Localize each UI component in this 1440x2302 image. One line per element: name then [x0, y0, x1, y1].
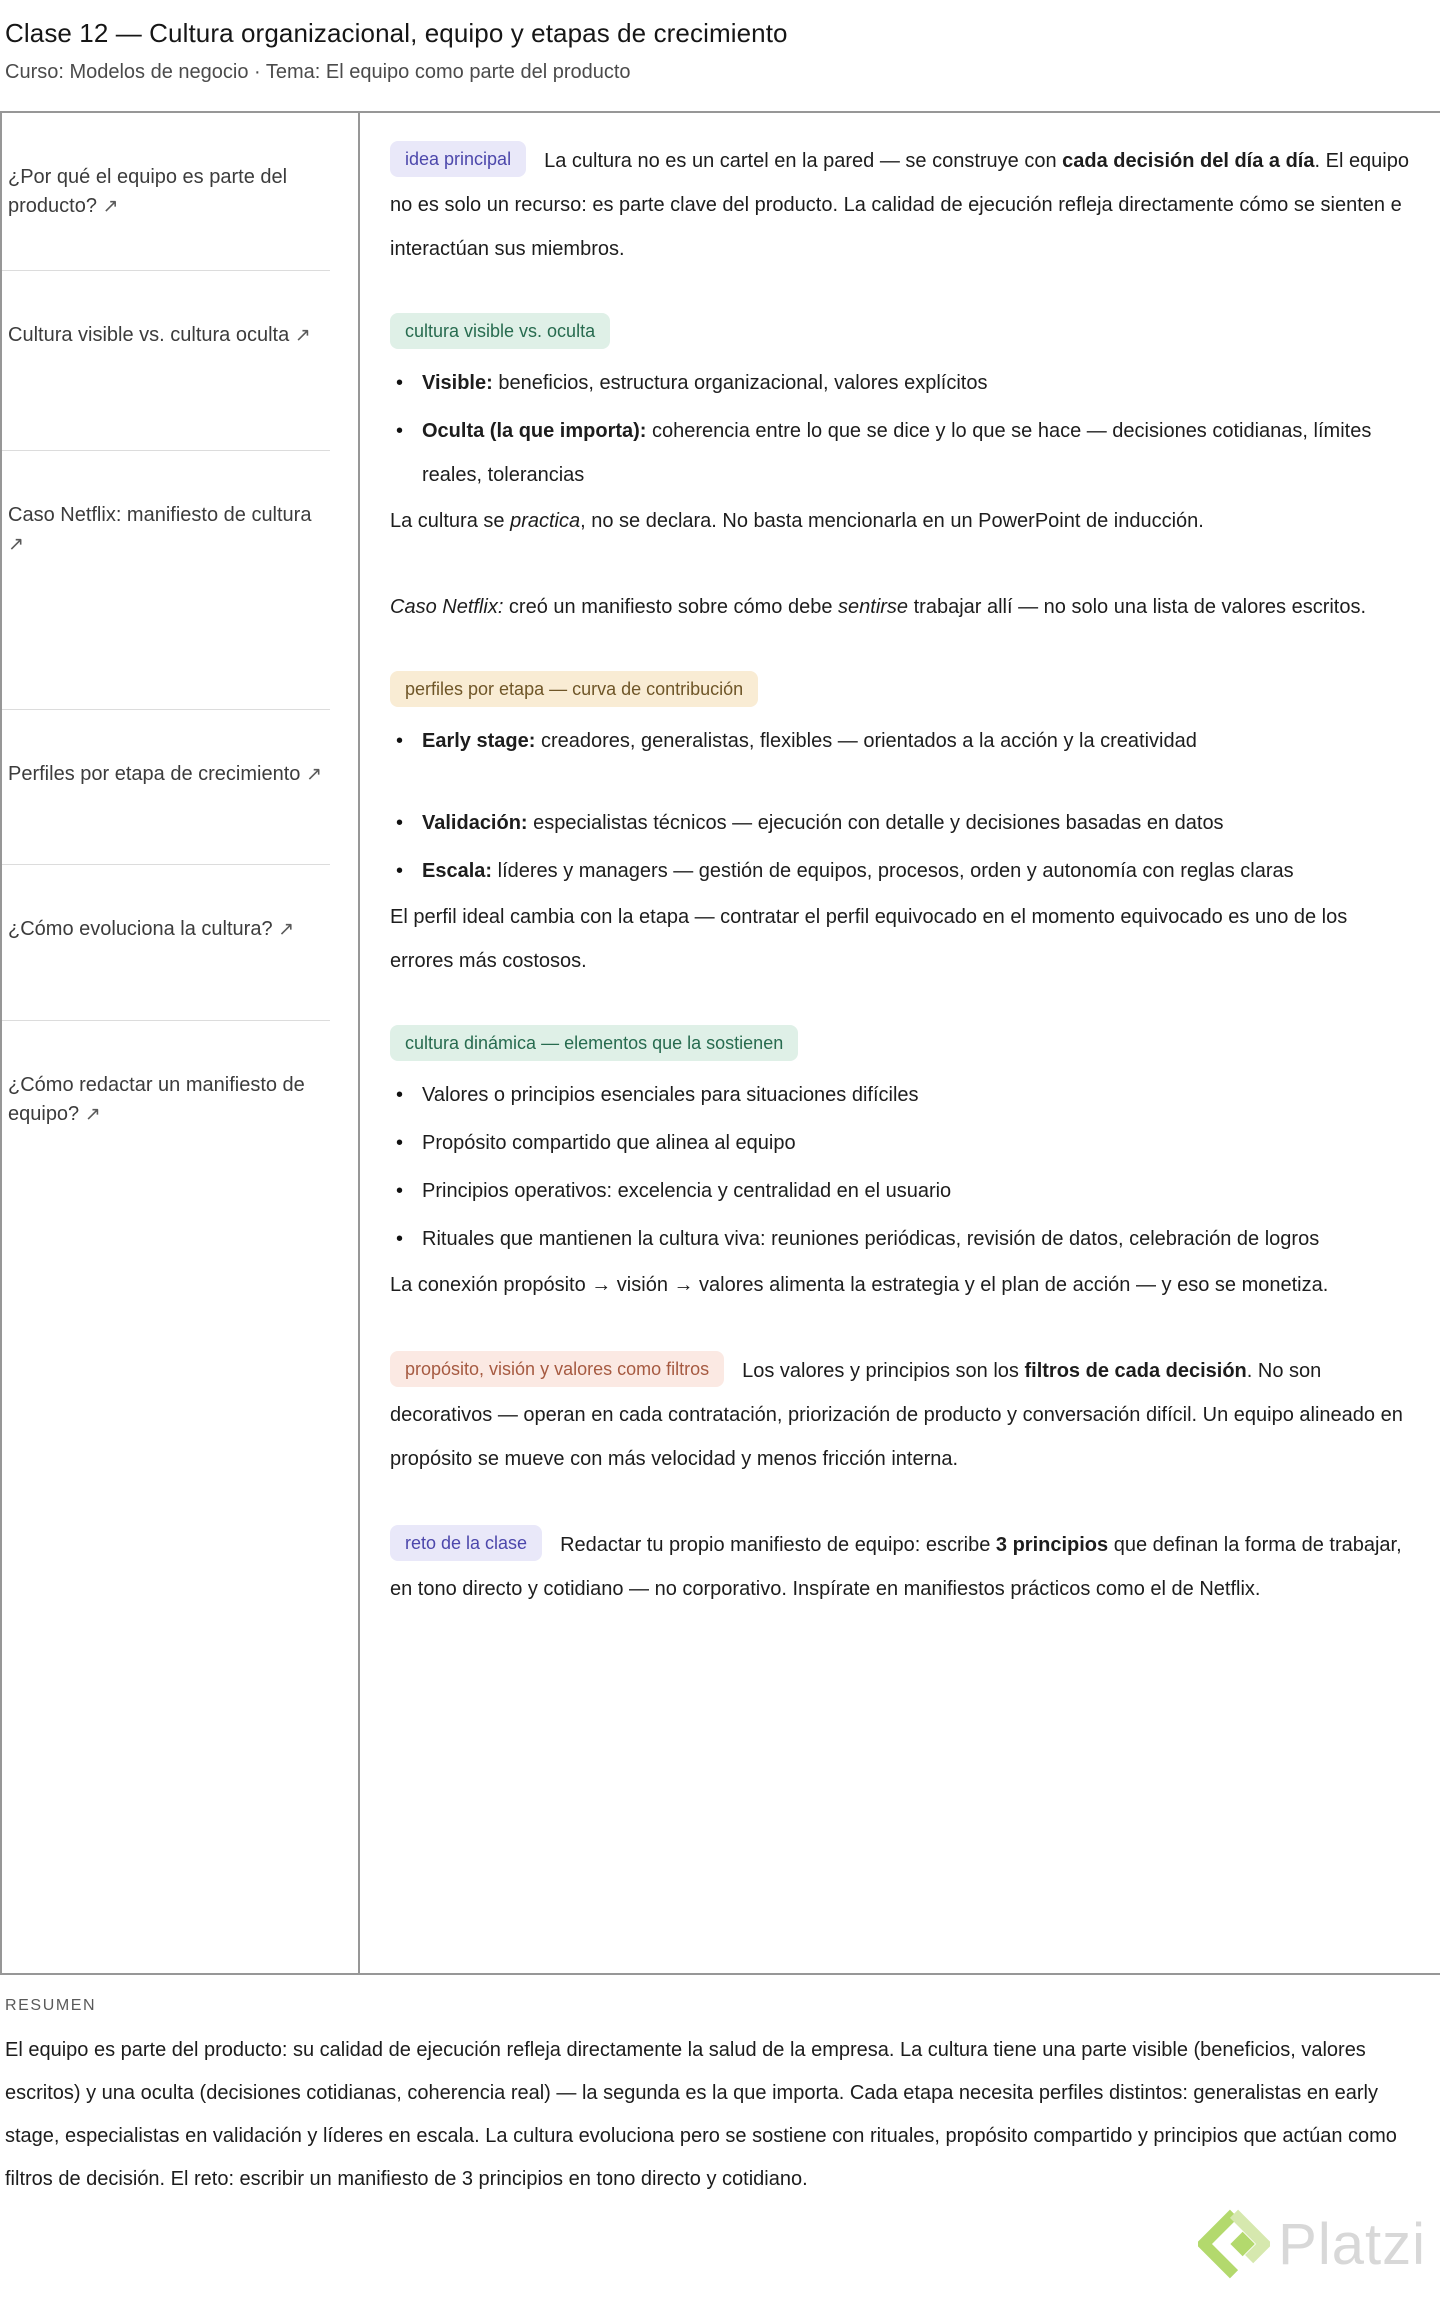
sidebar-item[interactable] — [2, 451, 330, 710]
sidebar-item-label: Cultura visible vs. cultura oculta — [8, 324, 295, 346]
bold-text: 3 principios — [995, 1534, 1109, 1556]
text-run: . El equipo no es solo un recurso: es parte clave del producto. La calidad de ejecución refleja directamente cómo se sienten e interactúan sus miembros. — [390, 150, 1409, 260]
note-section — [390, 671, 1412, 983]
sidebar-item-label: ¿Cómo evoluciona la cultura? — [8, 918, 279, 940]
arrow-up-right-icon: ↗ — [278, 918, 295, 940]
sidebar-item[interactable] — [2, 113, 330, 271]
platzi-logo-icon — [1198, 2208, 1270, 2280]
bold-text: Validación: — [422, 812, 528, 834]
bullet-item — [390, 1169, 1412, 1213]
paragraph — [390, 499, 1412, 543]
summary-label: RESUMEN — [5, 1997, 97, 2014]
note-section — [390, 1523, 1412, 1611]
text-run: . No son decorativos — operan en cada contratación, priorización de producto y conversación difícil. Un equipo alineado en propósito se mueve con más velocidad y menos fricción interna. — [390, 1360, 1403, 1470]
note-section — [390, 585, 1412, 629]
sidebar-item-label: ¿Por qué el equipo es parte del producto? — [8, 166, 288, 217]
summary-text: El equipo es parte del producto: su calidad de ejecución refleja directamente la salud de la empresa. La cultura tiene una parte visible (beneficios, valores escritos) y una oculta (decisiones cotidianas, coherencia real) — la segunda es la que importa. Cada etapa necesita perfiles distintos: generalistas en early stage, especialistas en validación y líderes en escala. La cultura evoluciona pero se sostiene con rituales, propósito compartido y principios que actúan como filtros de decisión. El reto: escribir un manifiesto de 3 principios en tono directo y cotidiano. — [5, 2039, 1397, 2190]
text-run: , no se declara. No basta mencionarla en un PowerPoint de inducción. — [580, 510, 1204, 532]
bullet-item — [390, 409, 1412, 497]
note-section — [390, 139, 1412, 271]
bullet-item — [390, 1073, 1412, 1117]
bold-text: Early stage: — [422, 730, 536, 752]
text-run: El perfil ideal cambia con la etapa — contratar el perfil equivocado en el momento equivocado es uno de los errores más costosos. — [390, 906, 1348, 972]
sidebar-item[interactable] — [2, 1021, 330, 1973]
text-run: que definan la forma de trabajar, en tono directo y cotidiano — no corporativo. Inspírate en manifiestos prácticos como el de Netflix. — [390, 1534, 1402, 1600]
section-tag-row — [390, 1025, 1412, 1061]
note-section — [390, 313, 1412, 543]
text-run: La conexión propósito → visión → valores alimenta la estrategia y el plan de acción — y eso se monetiza. — [390, 1274, 1329, 1296]
sidebar-item[interactable] — [2, 710, 330, 865]
platzi-watermark — [1198, 2208, 1426, 2280]
page-title: Clase 12 — Cultura organizacional, equipo y etapas de crecimiento — [5, 18, 788, 48]
bullet-list — [390, 361, 1412, 497]
bullet-item — [390, 719, 1412, 763]
bullet-item — [390, 1217, 1412, 1261]
bold-text: Escala: — [422, 860, 493, 882]
summary-section — [0, 1975, 1440, 2201]
page-header — [0, 0, 1440, 84]
text-run: líderes y managers — gestión de equipos, procesos, orden y autonomía con reglas claras — [492, 860, 1294, 882]
notes-content — [360, 113, 1440, 1973]
text-run: Redactar tu propio manifiesto de equipo: escribe — [560, 1534, 996, 1556]
bullet-list — [390, 719, 1412, 893]
section-tag-row — [390, 671, 1412, 707]
bullet-list — [390, 1073, 1412, 1261]
paragraph — [390, 139, 1412, 271]
bullet-item — [390, 361, 1412, 405]
page-subtitle: Curso: Modelos de negocio · Tema: El equipo como parte del producto — [5, 61, 631, 83]
sidebar-list — [2, 113, 358, 1973]
arrow-up-right-icon: ↗ — [102, 195, 119, 217]
bold-text: Oculta (la que importa): — [422, 420, 647, 442]
paragraph — [390, 585, 1412, 629]
text-run: beneficios, estructura organizacional, valores explícitos — [492, 372, 988, 394]
italic-text: sentirse — [838, 596, 909, 618]
paragraph — [390, 1523, 1412, 1611]
text-run: Rituales que mantienen la cultura viva: reuniones periódicas, revisión de datos, celebración de logros — [422, 1228, 1320, 1250]
text-run: especialistas técnicos — ejecución con detalle y decisiones basadas en datos — [527, 812, 1224, 834]
text-run: Valores o principios esenciales para situaciones difíciles — [422, 1084, 919, 1106]
sidebar-item[interactable] — [2, 271, 330, 451]
text-run: creó un manifiesto sobre cómo debe — [503, 596, 839, 618]
section-tag-chip: idea principal — [390, 141, 526, 177]
platzi-wordmark: Platzi — [1278, 2211, 1426, 2277]
italic-text: Caso Netflix: — [390, 596, 504, 618]
paragraph — [390, 1349, 1412, 1481]
text-run: trabajar allí — no solo una lista de valores escritos. — [908, 596, 1367, 618]
text-run: coherencia entre lo que se dice y lo que se hace — decisiones cotidianas, límites reales, tolerancias — [422, 420, 1372, 486]
sidebar-item-label: Perfiles por etapa de crecimiento — [8, 763, 306, 785]
text-run: La cultura no es un cartel en la pared — se construye con — [544, 150, 1063, 172]
sidebar-item-label: Caso Netflix: manifiesto de cultura — [8, 504, 312, 526]
sidebar-item-label: ¿Cómo redactar un manifiesto de equipo? — [8, 1074, 305, 1125]
arrow-up-right-icon: ↗ — [305, 763, 322, 785]
paragraph — [390, 1263, 1412, 1307]
section-tag-chip: reto de la clase — [390, 1525, 542, 1561]
section-tag-chip: propósito, visión y valores como filtros — [390, 1351, 724, 1387]
bullet-item — [390, 849, 1412, 893]
arrow-up-right-icon: ↗ — [294, 324, 311, 346]
note-section — [390, 1025, 1412, 1307]
bullet-item — [390, 801, 1412, 845]
text-run: Los valores y principios son los — [742, 1360, 1025, 1382]
sidebar — [2, 113, 360, 1973]
arrow-up-right-icon: ↗ — [84, 1103, 101, 1125]
text-run: La cultura se — [390, 510, 511, 532]
section-tag-chip: cultura dinámica — elementos que la sostienen — [390, 1025, 798, 1061]
bullet-item — [390, 1121, 1412, 1165]
bold-text: Visible: — [422, 372, 493, 394]
bold-text: cada decisión del día a día — [1062, 150, 1315, 172]
italic-text: practica — [510, 510, 581, 532]
sidebar-item[interactable] — [2, 865, 330, 1021]
text-run: creadores, generalistas, flexibles — orientados a la acción y la creatividad — [535, 730, 1197, 752]
paragraph — [390, 895, 1412, 983]
arrow-up-right-icon: ↗ — [8, 533, 24, 555]
bold-text: filtros de cada decisión — [1024, 1360, 1247, 1382]
section-tag-chip: perfiles por etapa — curva de contribución — [390, 671, 758, 707]
note-section — [390, 1349, 1412, 1481]
notes-panel — [0, 111, 1440, 1975]
section-tag-chip: cultura visible vs. oculta — [390, 313, 610, 349]
text-run: Propósito compartido que alinea al equipo — [422, 1132, 796, 1154]
section-tag-row — [390, 313, 1412, 349]
text-run: Principios operativos: excelencia y centralidad en el usuario — [422, 1180, 952, 1202]
